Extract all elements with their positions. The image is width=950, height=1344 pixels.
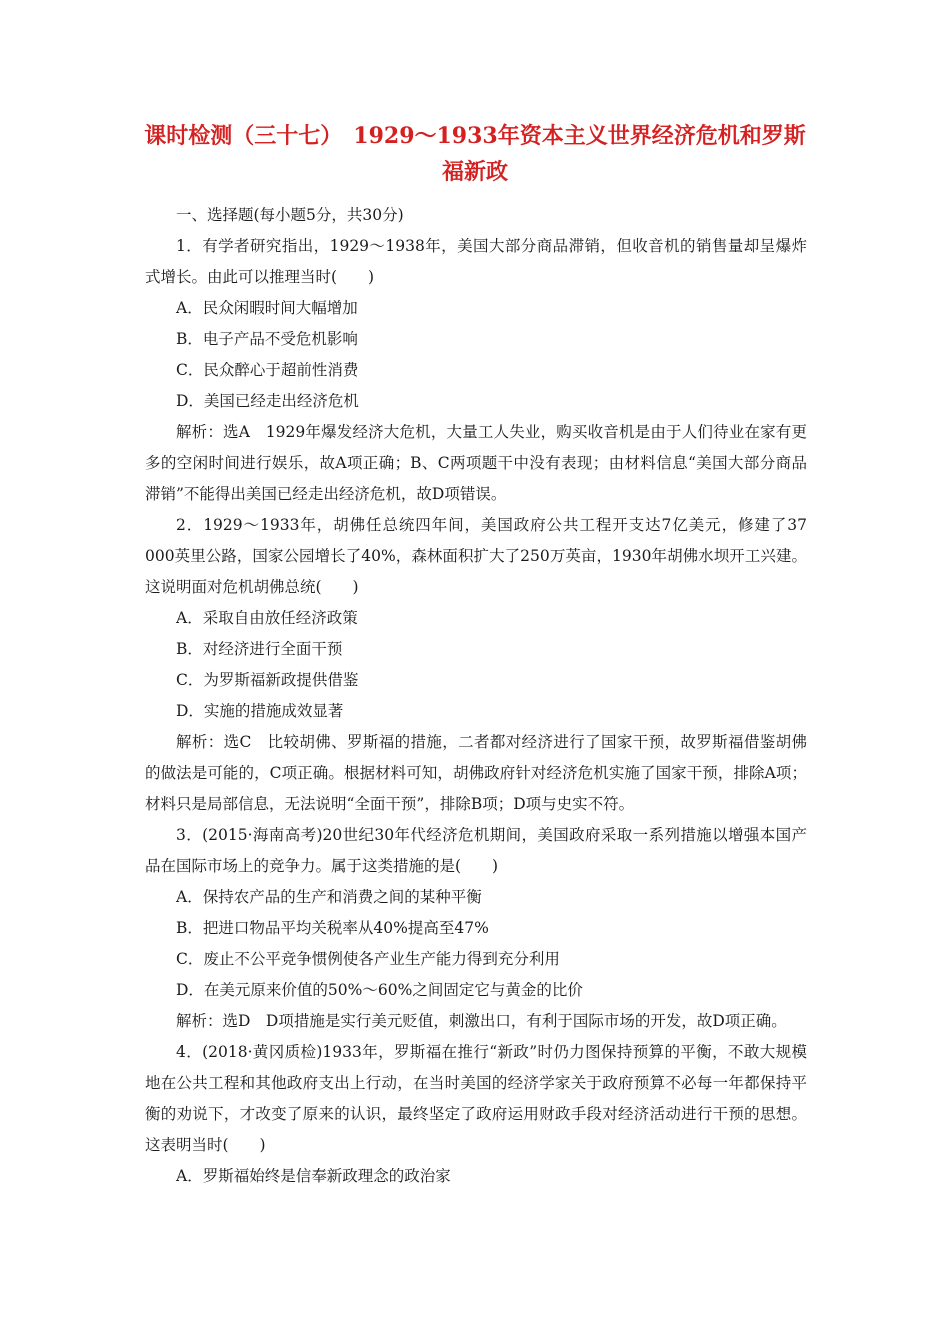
- option-b: B．电子产品不受危机影响: [176, 330, 358, 348]
- option-b: B．对经济进行全面干预: [176, 640, 343, 658]
- option-b: B．把进口物品平均关税率从40%提高至47%: [176, 919, 489, 937]
- question-stem: 2．1929～1933年，胡佛任总统四年间，美国政府公共工程开支达7亿美元，修建了37 000英里公路，国家公园增长了40%，森林面积扩大了250万英亩，1930年胡佛水坝开工兴建。这说明面对危机胡佛总统( ): [145, 516, 807, 596]
- option-a: A．罗斯福始终是信奉新政理念的政治家: [176, 1167, 451, 1185]
- question-3: [145, 820, 807, 1037]
- option-a: A．保持农产品的生产和消费之间的某种平衡: [176, 888, 482, 906]
- title-line-2: 福新政: [441, 159, 508, 185]
- question-stem: 3．(2015·海南高考)20世纪30年代经济危机期间，美国政府采取一系列措施以增强本国产品在国际市场上的竞争力。属于这类措施的是( ): [145, 826, 807, 875]
- option-c: C．民众醉心于超前性消费: [176, 361, 359, 379]
- question-stem: 1．有学者研究指出，1929～1938年，美国大部分商品滞销，但收音机的销售量却呈爆炸式增长。由此可以推理当时( ): [145, 237, 807, 286]
- question-analysis: 解析：选A 1929年爆发经济大危机，大量工人失业，购买收音机是由于人们待业在家有更多的空闲时间进行娱乐，故A项正确；B、C两项题干中没有表现；由材料信息“美国大部分商品滞销”不能得出美国已经走出经济危机，故D项错误。: [145, 423, 807, 503]
- option-d: D．在美元原来价值的50%～60%之间固定它与黄金的比价: [176, 981, 583, 999]
- page-title: [130, 118, 820, 190]
- option-a: A．采取自由放任经济政策: [176, 609, 358, 627]
- document-body: [145, 200, 807, 1192]
- section-heading: 一、选择题(每小题5分，共30分): [176, 206, 404, 224]
- title-line-1: 课时检测（三十七） 1929～1933年资本主义世界经济危机和罗斯: [144, 123, 806, 149]
- option-c: C．为罗斯福新政提供借鉴: [176, 671, 359, 689]
- question-stem: 4．(2018·黄冈质检)1933年，罗斯福在推行“新政”时仍力图保持预算的平衡，不敢大规模地在公共工程和其他政府支出上行动，在当时美国的经济学家关于政府预算不必每一年都保持平衡的劝说下，才改变了原来的认识，最终坚定了政府运用财政手段对经济活动进行干预的思想。这表明当时( ): [145, 1043, 807, 1154]
- question-1: [145, 231, 807, 510]
- question-4: [145, 1037, 807, 1192]
- option-c: C．废止不公平竞争惯例使各产业生产能力得到充分利用: [176, 950, 560, 968]
- option-d: D．美国已经走出经济危机: [176, 392, 359, 410]
- question-2: [145, 510, 807, 820]
- question-analysis: 解析：选D D项措施是实行美元贬值，刺激出口，有利于国际市场的开发，故D项正确。: [176, 1012, 787, 1030]
- option-d: D．实施的措施成效显著: [176, 702, 344, 720]
- question-analysis: 解析：选C 比较胡佛、罗斯福的措施，二者都对经济进行了国家干预，故罗斯福借鉴胡佛的做法是可能的，C项正确。根据材料可知，胡佛政府针对经济危机实施了国家干预，排除A项；材料只是局部信息，无法说明“全面干预”，排除B项；D项与史实不符。: [145, 733, 807, 813]
- option-a: A．民众闲暇时间大幅增加: [176, 299, 358, 317]
